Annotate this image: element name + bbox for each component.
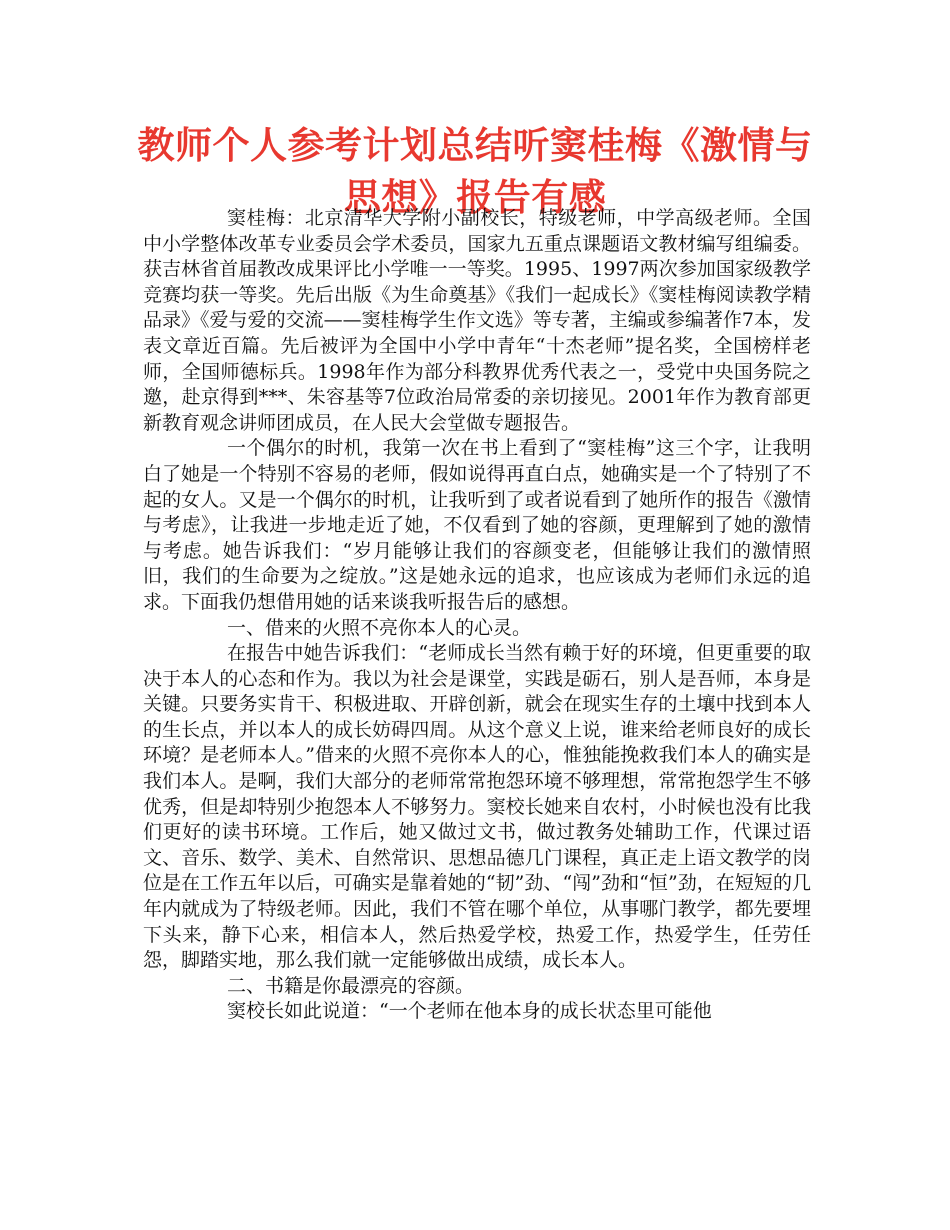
- section-heading-2: 二、书籍是你最漂亮的容颜。: [227, 974, 475, 997]
- paragraph-section-2: 窦校长如此说道：“一个老师在他本身的成长状态里可能他: [227, 1000, 712, 1023]
- section-heading-1: 一、借来的火照不亮你本人的心灵。: [227, 616, 532, 639]
- paragraph-intro: 窦桂梅：北京清华大学附小副校长，特级老师，中学高级老师。全国中小学整体改革专业委员会学术委员，国家九五重点课题语文教材编写组编委。获吉林省首届教改成果评比小学唯一一等奖。1995、1997两次参加国家级教学竞赛均获一等奖。先后出版《为生命奠基》《我们一起成长》《窦桂梅阅读教学精品录》《爱与爱的交流——窦桂梅学生作文选》等专著，主编或参编著作7本，发表文章近百篇。先后被评为全国中小学中青年“十杰老师”提名奖，全国榜样老师，全国师德标兵。1998年作为部分科教界优秀代表之一，受党中央国务院之邀，赴京得到***、朱容基等7位政治局常委的亲切接见。2001年作为教育部更新教育观念讲师团成员，在人民大会堂做专题报告。: [143, 207, 811, 434]
- paragraph-section-1: 在报告中她告诉我们：“老师成长当然有赖于好的环境，但更重要的取决于本人的心态和作为。我以为社会是课堂，实践是砺石，别人是吾师，本身是关键。只要务实肯干、积极进取、开辟创新，就会在现实生存的土壤中找到本人的生长点，并以本人的成长妨碍四周。从这个意义上说，谁来给老师良好的成长环境？是老师本人。”借来的火照不亮你本人的心，惟独能挽救我们本人的确实是我们本人。是啊，我们大部分的老师常常抱怨环境不够理想，常常抱怨学生不够优秀，但是却特别少抱怨本人不够努力。窦校长她来自农村，小时候也没有比我们更好的读书环境。工作后，她又做过文书，做过教务处辅助工作，代课过语文、音乐、数学、美术、自然常识、思想品德几门课程，真正走上语文教学的岗位是在工作五年以后，可确实是靠着她的“韧”劲、“闯”劲和“恒”劲，在短短的几年内就成为了特级老师。因此，我们不管在哪个单位，从事哪门教学，都先要埋下头来，静下心来，相信本人，然后热爱学校，热爱工作，热爱学生，任劳任怨，脚踏实地，那么我们就一定能够做出成绩，成长本人。: [143, 642, 811, 972]
- document-title: 教师个人参考计划总结听窦桂梅《激情与思想》报告有感: [137, 124, 813, 219]
- document-body: [143, 206, 811, 1025]
- paragraph-encounter: 一个偶尔的时机，我第一次在书上看到了“窦桂梅”这三个字，让我明白了她是一个特别不容易的老师，假如说得再直白点，她确实是一个了特别了不起的女人。又是一个偶尔的时机，让我听到了或者说看到了她所作的报告《激情与考虑》，让我进一步地走近了她，不仅看到了她的容颜，更理解到了她的激情与考虑。她告诉我们：“岁月能够让我们的容颜变老，但能够让我们的激情照旧，我们的生命要为之绽放。”这是她永远的追求，也应该成为老师们永远的追求。下面我仍想借用她的话来谈我听报告后的感想。: [143, 437, 811, 613]
